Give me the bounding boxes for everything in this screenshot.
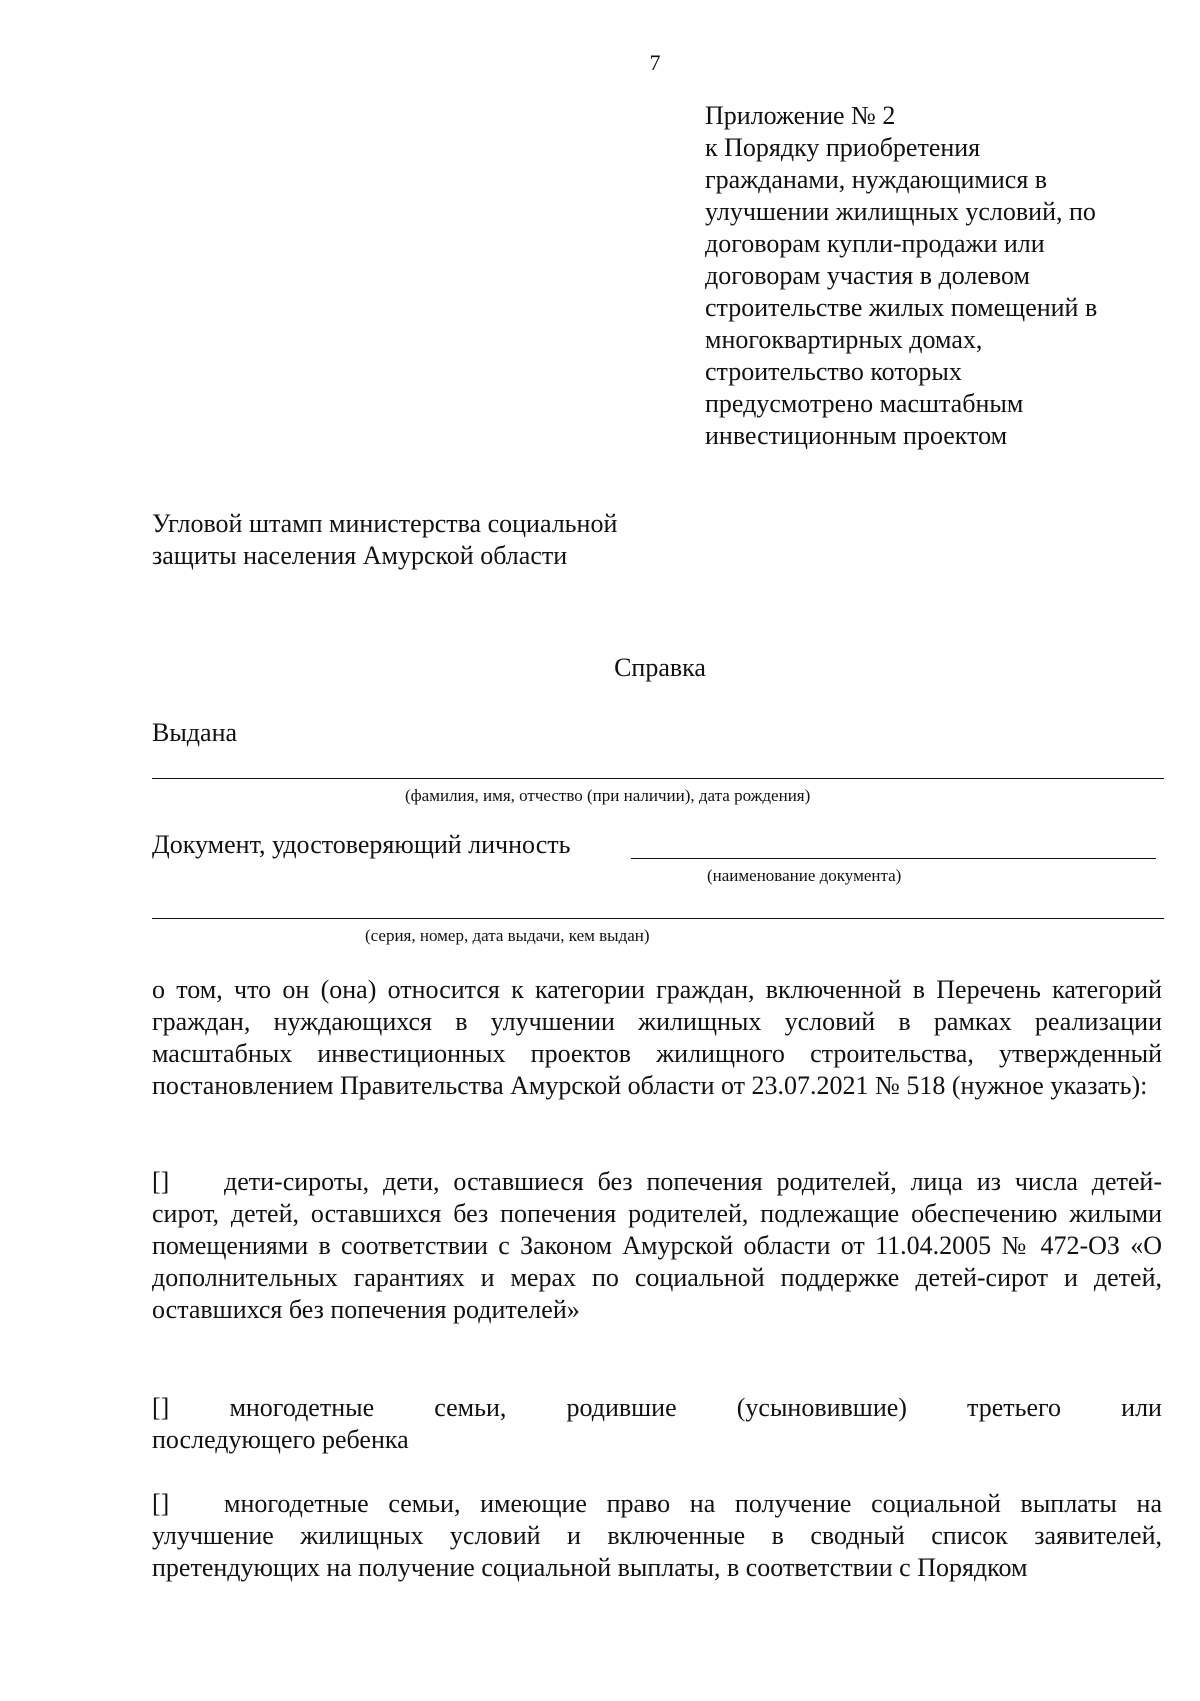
identity-document-details-field[interactable] bbox=[152, 918, 1164, 919]
option-checkbox[interactable]: [] bbox=[152, 1393, 170, 1422]
option-first-line bbox=[152, 1392, 1162, 1424]
appendix-line: строительство которых bbox=[705, 357, 962, 386]
stamp-line: защиты населения Амурской области bbox=[152, 541, 568, 570]
option-large-families-third-child bbox=[152, 1392, 1162, 1456]
option-word: семьи, bbox=[434, 1393, 507, 1422]
document-title: Справка bbox=[614, 653, 706, 682]
identity-document-name-caption: (наименование документа) bbox=[707, 866, 902, 885]
identity-document-details-caption: (серия, номер, дата выдачи, кем выдан) bbox=[365, 926, 650, 945]
page-number: 7 bbox=[649, 50, 661, 75]
appendix-line: инвестиционным проектом bbox=[705, 421, 1008, 450]
option-checkbox[interactable]: [] bbox=[152, 1167, 170, 1196]
appendix-line: строительстве жилых помещений в bbox=[705, 293, 1098, 322]
option-word: или bbox=[1121, 1393, 1162, 1422]
option-word: (усыновившие) bbox=[736, 1393, 907, 1422]
issued-label: Выдана bbox=[152, 718, 238, 747]
stamp-line: Угловой штамп министерства социальной bbox=[152, 509, 618, 538]
appendix-line: улучшении жилищных условий, по bbox=[705, 197, 1096, 226]
appendix-line: договорам участия в долевом bbox=[705, 261, 1030, 290]
option-text: многодетные семьи, имеющие право на получение социальной выплаты на улучшение жилищных условий и включенные в сводный список заявителей, претендующих на получение социальной выплаты, в соответствии с Порядком bbox=[152, 1489, 1162, 1582]
option-word: многодетные bbox=[229, 1393, 375, 1422]
appendix-line: договорам купли-продажи или bbox=[705, 229, 1045, 258]
identity-document-name-field[interactable] bbox=[631, 858, 1156, 859]
issued-to-field[interactable] bbox=[152, 778, 1164, 779]
option-text: дети-сироты, дети, оставшиеся без попечения родителей, лица из числа детей-сирот, детей, оставшихся без попечения родителей, подлежащие обеспечению жилыми помещениями в соответствии с Законом Амурской области от 11.04.2005 № 472-ОЗ «О дополнительных гарантиях и мерах по социальной поддержке детей-сирот и детей, оставшихся без попечения родителей» bbox=[152, 1167, 1162, 1324]
appendix-header bbox=[705, 100, 1185, 452]
option-orphans bbox=[152, 1166, 1162, 1326]
appendix-line: к Порядку приобретения bbox=[705, 133, 981, 162]
statement-paragraph: о том, что он (она) относится к категории граждан, включенной в Перечень категорий граждан, нуждающихся в улучшении жилищных условий в рамках реализации масштабных инвестиционных проектов жилищного строительства, утвержденный постановлением Правительства Амурской области от 23.07.2021 № 518 (нужное указать): bbox=[152, 975, 1162, 1100]
appendix-line: многоквартирных домах, bbox=[705, 325, 983, 354]
identity-document-label: Документ, удостоверяющий личность bbox=[152, 830, 571, 859]
option-second-line: последующего ребенка bbox=[152, 1425, 409, 1454]
option-word: родившие bbox=[566, 1393, 677, 1422]
appendix-line: гражданами, нуждающимися в bbox=[705, 165, 1048, 194]
option-checkbox[interactable]: [] bbox=[152, 1489, 170, 1518]
option-word: третьего bbox=[967, 1393, 1062, 1422]
option-large-families-social-payment bbox=[152, 1488, 1162, 1584]
appendix-line: предусмотрено масштабным bbox=[705, 389, 1024, 418]
appendix-line: Приложение № 2 bbox=[705, 101, 896, 130]
issued-to-caption: (фамилия, имя, отчество (при наличии), дата рождения) bbox=[405, 786, 811, 805]
corner-stamp-note bbox=[152, 508, 617, 572]
